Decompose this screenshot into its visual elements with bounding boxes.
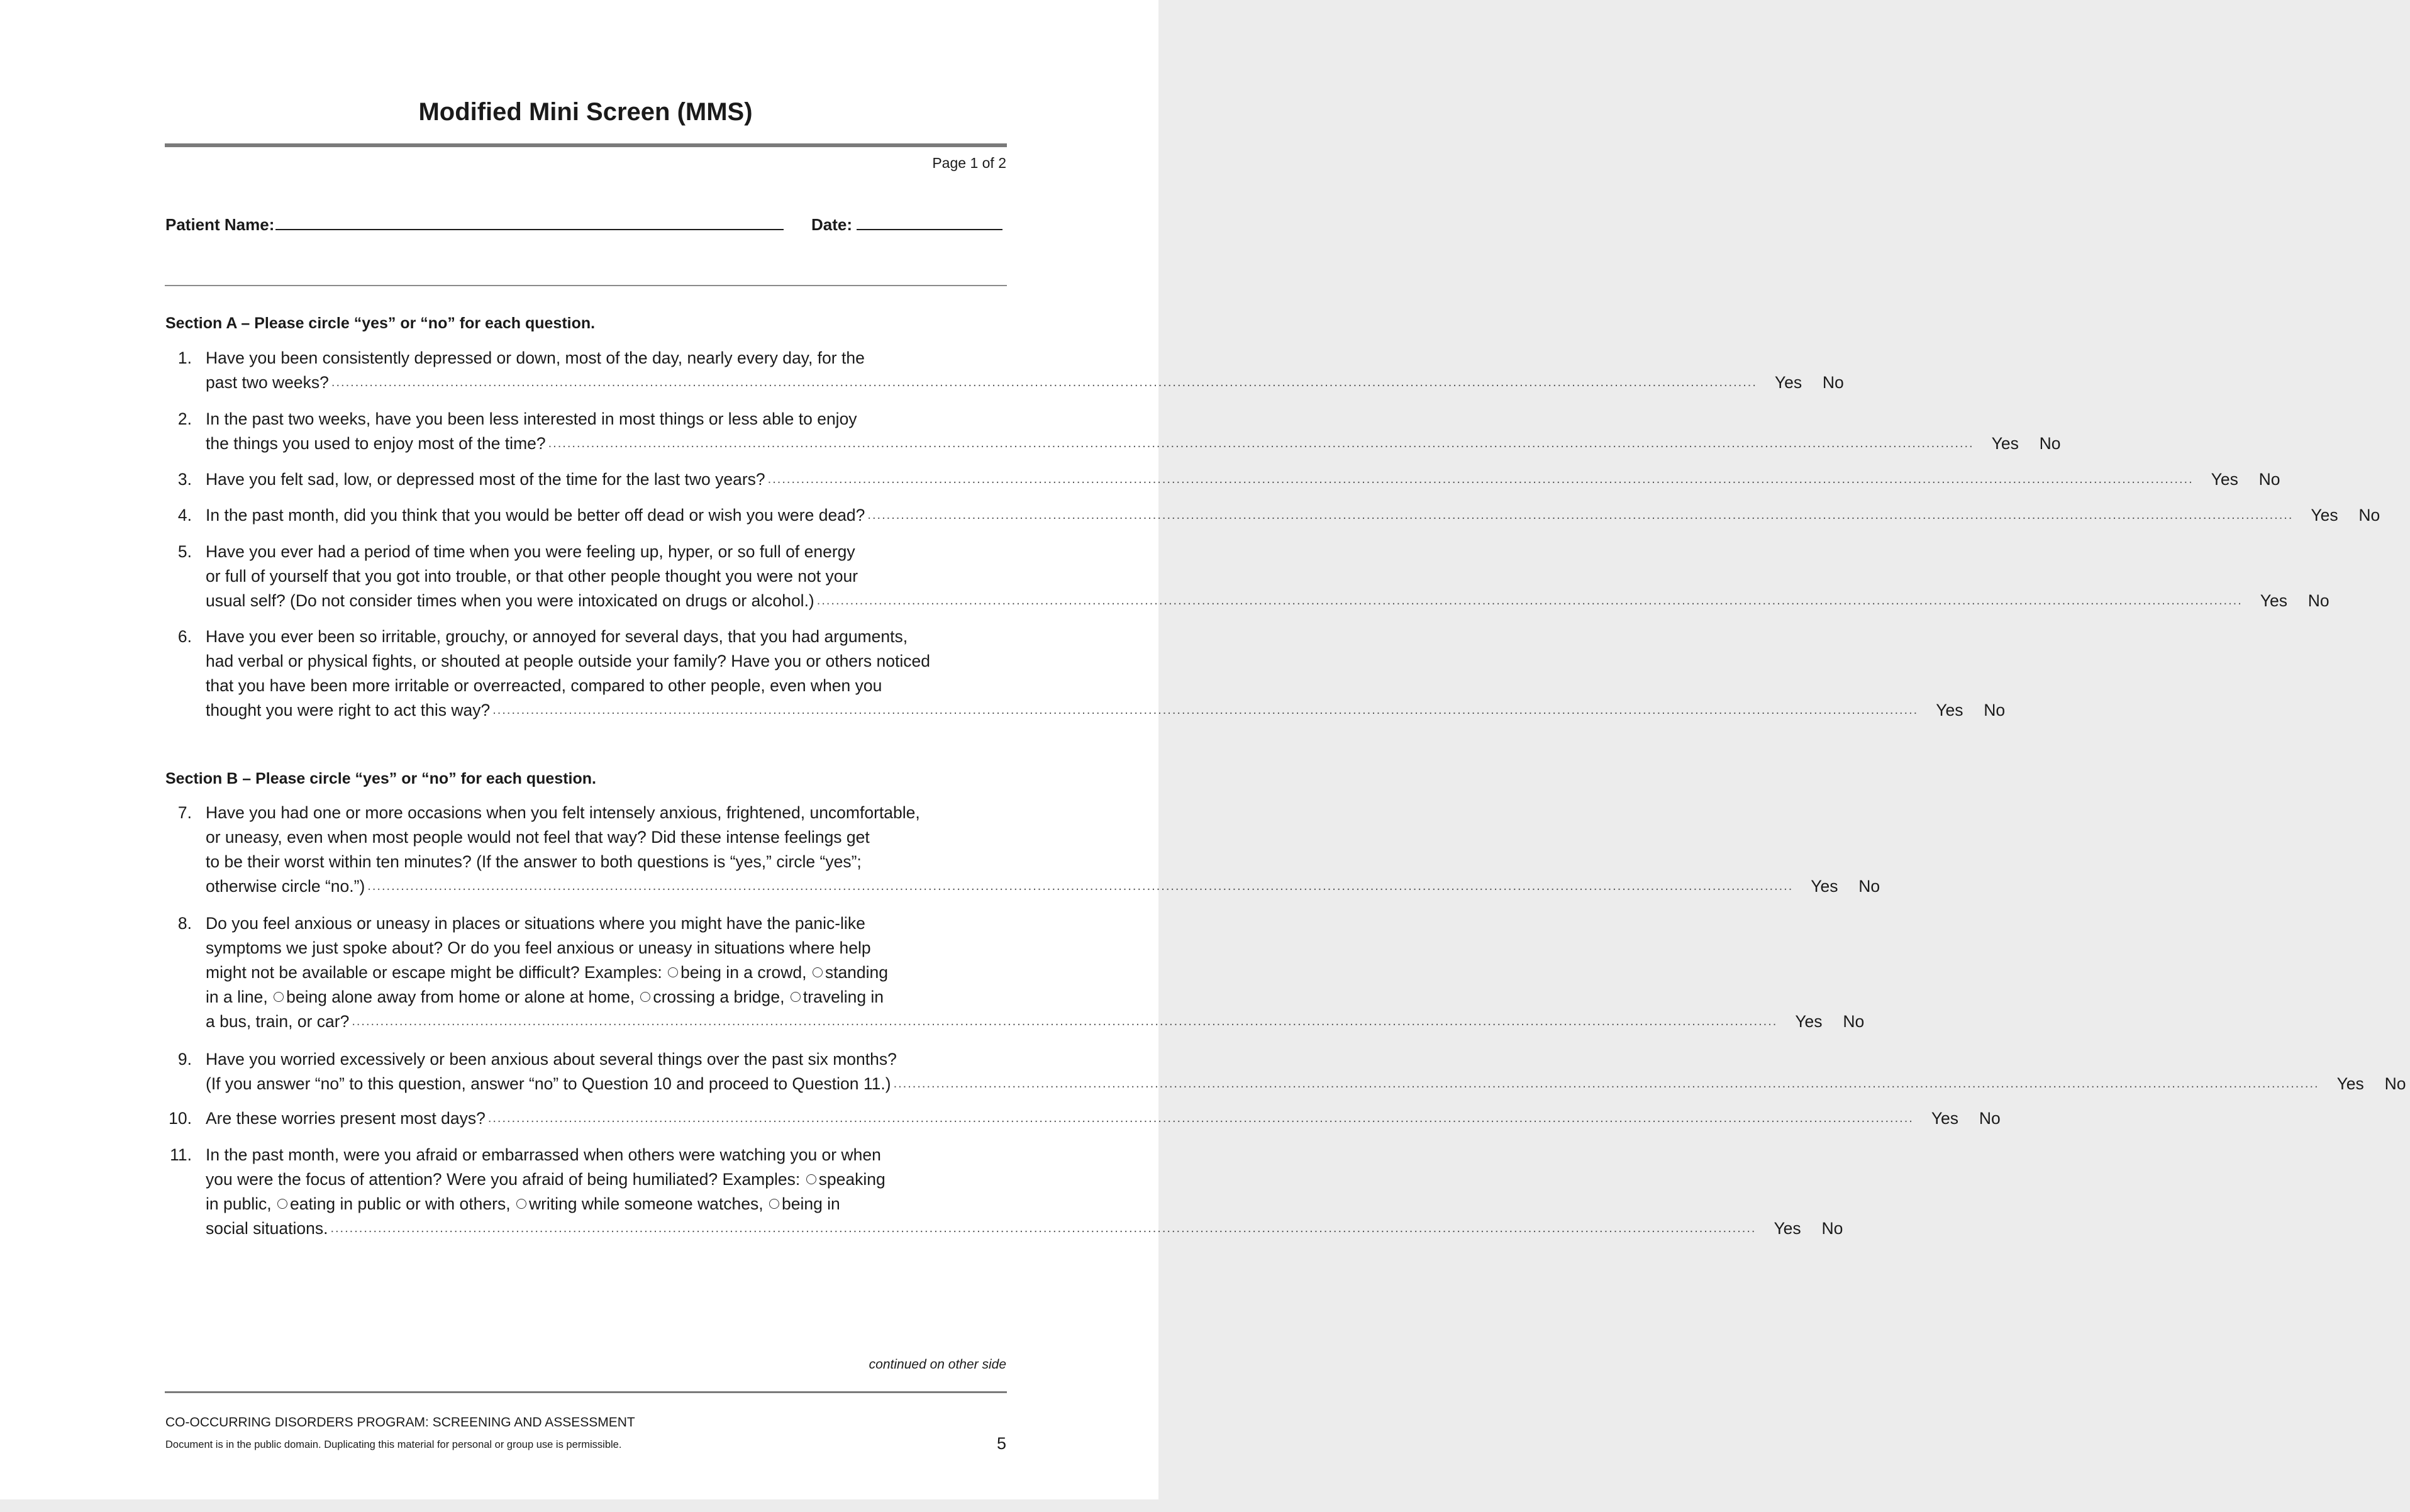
question-text-with-options (206, 960, 1008, 985)
document-title: Modified Mini Screen (MMS) (418, 98, 753, 126)
question-text: Have you ever had a period of time when you were feeling up, hyper, or so full of energy (206, 542, 855, 561)
question-text: had verbal or physical fights, or shouted at people outside your family? Have you or others noticed (206, 652, 930, 670)
question-text-with-options (206, 985, 1008, 1009)
footer-public-domain-note: Document is in the public domain. Duplicating this material for personal or group use is permissible. (165, 1439, 622, 1450)
question-text: In the past month, were you afraid or embarrassed when others were watching you or when (206, 1145, 881, 1164)
example-checkbox[interactable] (516, 1199, 526, 1209)
question-text: Have you had one or more occasions when you felt intensely anxious, frightened, uncomfortable, (206, 803, 920, 822)
dot-leader: ............................................................................................................................................................................................................................................................................................................ (331, 375, 1757, 389)
question-text: Do you feel anxious or uneasy in places or situations where you might have the panic-like (206, 914, 865, 933)
example-checkbox[interactable] (806, 1174, 816, 1184)
title-divider (165, 143, 1007, 147)
dot-leader: ............................................................................................................................................................................................................................................................................................................ (352, 1014, 1778, 1028)
no-option[interactable]: No (1858, 877, 1880, 896)
footer-page-number: 5 (996, 1434, 1006, 1453)
no-option[interactable]: No (2307, 591, 2329, 610)
question-9 (165, 1047, 2406, 1096)
yes-option[interactable]: Yes (1811, 877, 1838, 896)
question-number: 8. (177, 914, 192, 933)
question-text: thought you were right to act this way? (206, 701, 491, 720)
question-text: might not be available or escape might be difficult? Examples: (206, 963, 662, 982)
question-text-with-options (206, 1192, 1008, 1216)
question-number: 3. (177, 470, 192, 489)
example-checkbox[interactable] (769, 1199, 779, 1209)
example-option-label: traveling in (802, 987, 884, 1006)
section-b-heading: Section B – Please circle “yes” or “no” for each question. (165, 770, 596, 787)
question-4 (165, 503, 2380, 528)
question-number: 1. (177, 348, 192, 367)
question-number: 5. (177, 542, 192, 561)
question-text: Have you ever been so irritable, grouchy, or annoyed for several days, that you had arguments, (206, 627, 908, 646)
question-6 (165, 625, 2006, 723)
continued-note: continued on other side (869, 1357, 1006, 1372)
yes-option[interactable]: Yes (2311, 506, 2338, 525)
patient-name-field[interactable] (275, 229, 784, 230)
question-text: past two weeks? (206, 373, 329, 392)
question-text: social situations. (206, 1219, 328, 1238)
question-1 (165, 346, 1844, 395)
yes-option[interactable]: Yes (2336, 1074, 2364, 1093)
patient-name-label: Patient Name: (165, 215, 275, 234)
question-number: 10. (169, 1109, 192, 1128)
example-checkbox[interactable] (813, 967, 823, 977)
question-text: or full of yourself that you got into trouble, or that other people thought you were not your (206, 567, 858, 586)
question-text: the things you used to enjoy most of the time? (206, 434, 546, 453)
example-option-label: eating in public or with others, (289, 1194, 511, 1213)
footer-divider (165, 1391, 1007, 1393)
no-option[interactable]: No (2039, 434, 2061, 453)
example-option-label: being alone away from home or alone at home, (286, 987, 635, 1006)
page-indicator: Page 1 of 2 (932, 155, 1006, 171)
dot-leader: ............................................................................................................................................................................................................................................................................................................ (893, 1077, 2319, 1091)
question-number: 11. (170, 1145, 192, 1164)
question-text: usual self? (Do not consider times when you were intoxicated on drugs or alcohol.) (206, 591, 814, 610)
question-text: or uneasy, even when most people would not feel that way? Did these intense feelings get (206, 828, 870, 847)
header-divider (165, 285, 1007, 286)
example-option-label: crossing a bridge, (653, 987, 785, 1006)
no-option[interactable]: No (2358, 506, 2380, 525)
yes-option[interactable]: Yes (1991, 434, 2019, 453)
question-8 (165, 911, 1865, 1034)
example-checkbox[interactable] (274, 992, 284, 1002)
question-text: Have you felt sad, low, or depressed most of the time for the last two years? (206, 470, 765, 489)
question-number: 9. (177, 1050, 192, 1069)
question-10 (165, 1106, 2001, 1131)
question-number: 7. (177, 803, 192, 822)
question-text: (If you answer “no” to this question, answer “no” to Question 10 and proceed to Question 11.) (206, 1074, 891, 1093)
dot-leader: ............................................................................................................................................................................................................................................................................................................ (867, 508, 2294, 522)
question-text: to be their worst within ten minutes? (If the answer to both questions is “yes,” circle “yes”; (206, 852, 862, 871)
question-number: 2. (177, 409, 192, 428)
question-text: Have you worried excessively or been anxious about several things over the past six months? (206, 1050, 897, 1069)
no-option[interactable]: No (1979, 1109, 2001, 1128)
question-text-with-options (206, 1167, 1008, 1192)
question-text: you were the focus of attention? Were you afraid of being humiliated? Examples: (206, 1170, 801, 1189)
question-text: a bus, train, or car? (206, 1012, 350, 1031)
question-text: In the past two weeks, have you been less interested in most things or less able to enjoy (206, 409, 857, 428)
question-7 (165, 801, 1880, 899)
date-label: Date: (811, 215, 853, 234)
example-checkbox[interactable] (791, 992, 801, 1002)
question-11 (165, 1143, 1843, 1241)
question-2 (165, 407, 2061, 456)
question-text: otherwise circle “no.”) (206, 877, 365, 896)
example-option-label: being in a crowd, (680, 963, 807, 982)
question-text: In the past month, did you think that you would be better off dead or wish you were dead? (206, 506, 865, 525)
footer-program-title: CO-OCCURRING DISORDERS PROGRAM: SCREENING AND ASSESSMENT (165, 1415, 635, 1430)
example-option-label: being in (781, 1194, 840, 1213)
question-text: that you have been more irritable or overreacted, compared to other people, even when you (206, 676, 882, 695)
question-text: symptoms we just spoke about? Or do you feel anxious or uneasy in situations where help (206, 938, 871, 957)
question-5 (165, 540, 2329, 613)
no-option[interactable]: No (1822, 373, 1844, 392)
yes-option[interactable]: Yes (1931, 1109, 1959, 1128)
question-text: Have you been consistently depressed or down, most of the day, nearly every day, for the (206, 348, 865, 367)
dot-leader: ............................................................................................................................................................................................................................................................................................................ (548, 436, 1974, 450)
dot-leader: ............................................................................................................................................................................................................................................................................................................ (367, 879, 1794, 893)
no-option[interactable]: No (2258, 470, 2280, 489)
question-3 (165, 467, 2280, 492)
no-option[interactable]: No (1821, 1219, 1843, 1238)
example-checkbox[interactable] (668, 967, 678, 977)
example-checkbox[interactable] (640, 992, 650, 1002)
no-option[interactable]: No (1984, 701, 2006, 720)
question-number: 6. (177, 627, 192, 646)
yes-option[interactable]: Yes (2260, 591, 2287, 610)
no-option[interactable]: No (2384, 1074, 2406, 1093)
dot-leader: ............................................................................................................................................................................................................................................................................................................ (330, 1221, 1757, 1235)
dot-leader: ............................................................................................................................................................................................................................................................................................................ (767, 472, 2194, 486)
yes-option[interactable]: Yes (1936, 701, 1963, 720)
question-number: 4. (177, 506, 192, 525)
dot-leader: ............................................................................................................................................................................................................................................................................................................ (816, 594, 2243, 608)
example-option-label: writing while someone watches, (528, 1194, 764, 1213)
date-field[interactable] (857, 229, 1002, 230)
question-text: Are these worries present most days? (206, 1109, 486, 1128)
no-option[interactable]: No (1843, 1012, 1865, 1031)
dot-leader: ............................................................................................................................................................................................................................................................................................................ (487, 1111, 1914, 1125)
example-option-label: in public, (206, 1194, 272, 1213)
dot-leader: ............................................................................................................................................................................................................................................................................................................ (492, 703, 1919, 717)
yes-option[interactable]: Yes (1774, 373, 1802, 392)
section-a-heading: Section A – Please circle “yes” or “no” for each question. (165, 314, 596, 332)
yes-option[interactable]: Yes (1774, 1219, 1801, 1238)
yes-option[interactable]: Yes (1795, 1012, 1823, 1031)
example-option-label: speaking (818, 1170, 886, 1189)
example-option-label: in a line, (206, 987, 268, 1006)
example-checkbox[interactable] (277, 1199, 287, 1209)
example-option-label: standing (825, 963, 889, 982)
yes-option[interactable]: Yes (2211, 470, 2238, 489)
